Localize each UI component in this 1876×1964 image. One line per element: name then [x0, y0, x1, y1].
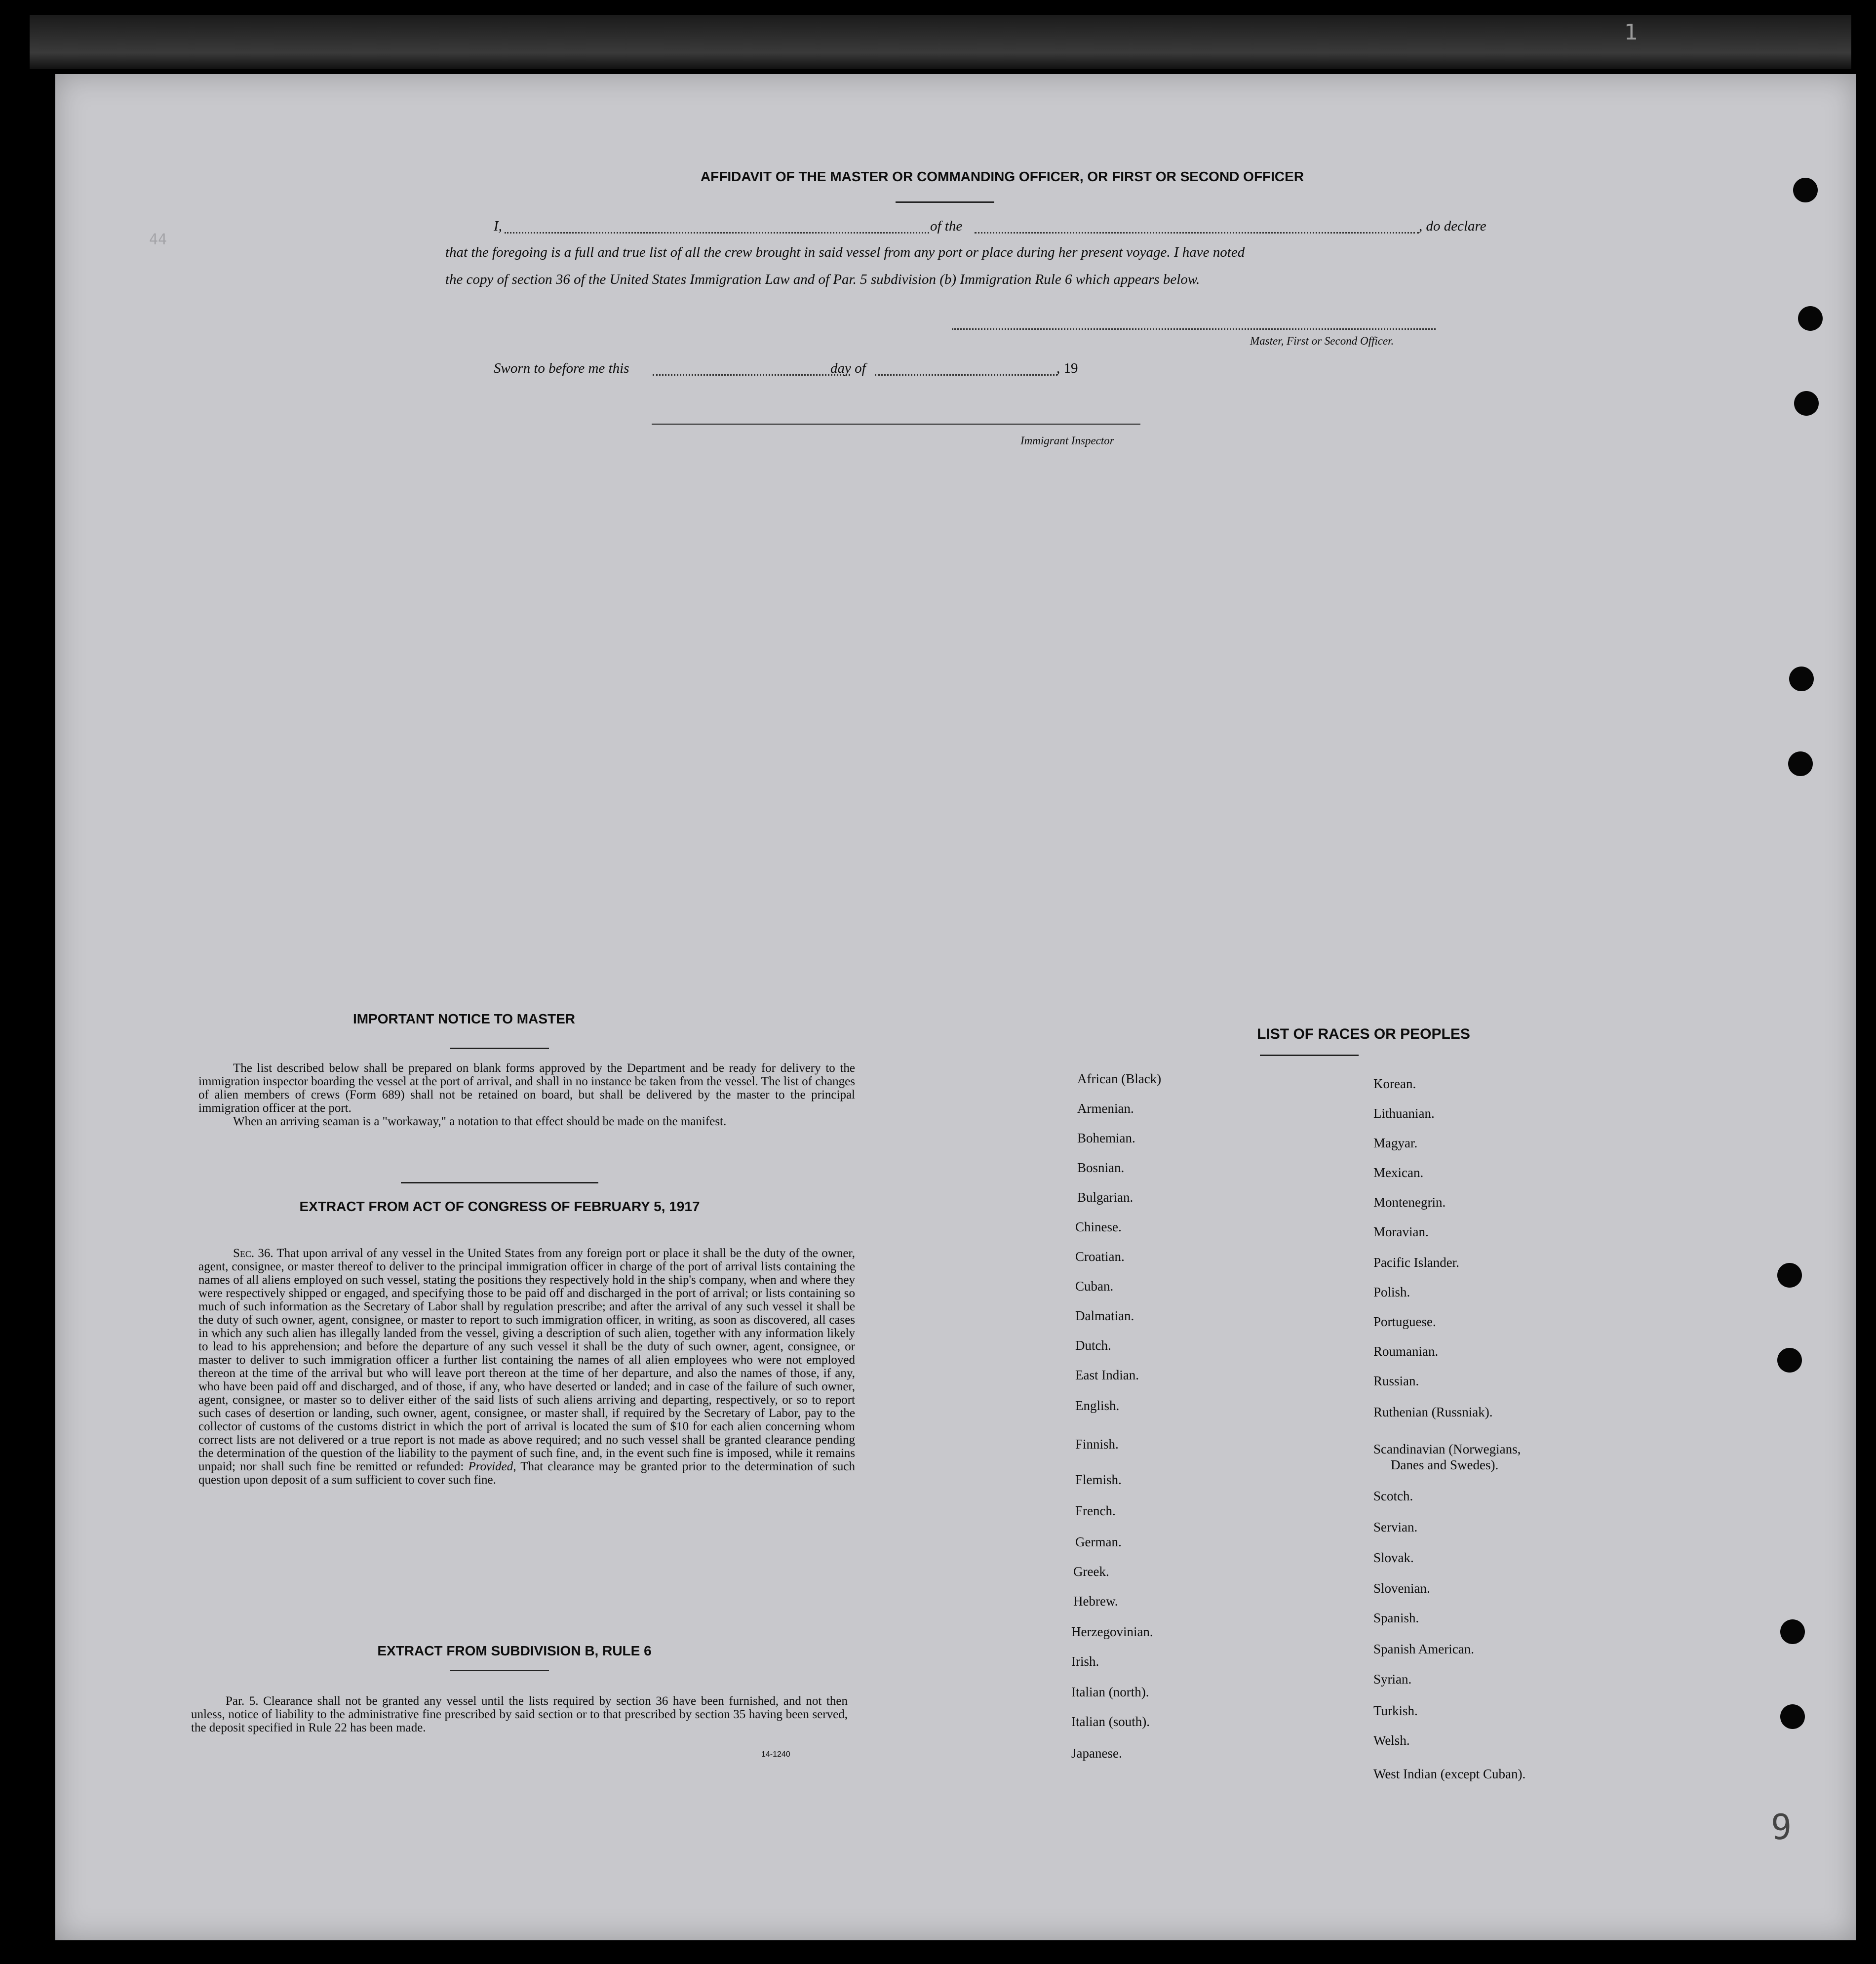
race-item: Japanese.	[1071, 1746, 1122, 1761]
notice-title: IMPORTANT NOTICE TO MASTER	[352, 1011, 576, 1026]
race-item: Spanish American.	[1373, 1642, 1474, 1656]
signature-blank	[952, 328, 1436, 330]
races-title-rule	[1260, 1055, 1359, 1056]
binder-hole	[1780, 1619, 1805, 1644]
race-item: Bulgarian.	[1077, 1190, 1133, 1205]
race-item: Turkish.	[1373, 1703, 1418, 1718]
binder-hole	[1777, 1263, 1802, 1288]
act-text: That upon arrival of any vessel in the United States from any foreign port or place it shall be the duty of the owner, agent, consignee, or master thereof to deliver to the principal immigration officer in charge of the port of arrival lists containing the names of all aliens employed on such vessel, stating the positions they respectively hold in the ship's company, when and where they were respectively shipped or engaged, and specifying those to be paid off and discharged in the port of arrival; or lists containing so much of such information as the Secretary of Labor shall by regulation prescribe; and after the arrival of any such vessel it shall be the duty of such owner, agent, consignee, or master to report to such immigration officer, in writing, as soon as discovered, all cases in which any such alien has illegally landed from the vessel, giving a description of such alien, together with any information likely to lead to his apprehension; and before the departure of any such vessel it shall be the duty of such owner, agent, consignee, or master to deliver to such immigration officer a further list containing the names of all alien employees who were not employed thereon at the time of the arrival but who will leave port thereon at the time of her departure, and also the names of those, if any, who have been paid off and discharged, and of those, if any, who have deserted or landed; and in case of the failure of such owner, agent, consignee, or master so to deliver either of the said lists of such aliens arriving and departing, respectively, or so to report such cases of desertion or landing, such owner, agent, consignee, or master shall, if required by the Secretary of Labor, pay to the collector of customs of the customs district in which the port of arrival is located the sum of $10 for each alien concerning whom correct lists are not delivered or a true report is not made as above required; and no such vessel shall be granted clearance pending the determination of the question of the liability to the payment of such fine, and, in the event such fine is imposed, while it remains unpaid; nor shall such fine be remitted or refunded:	[198, 1247, 855, 1473]
act-title: EXTRACT FROM ACT OF CONGRESS OF FEBRUARY 5, 1917	[299, 1199, 700, 1214]
race-item: Magyar.	[1373, 1136, 1418, 1150]
race-item: Spanish.	[1373, 1610, 1419, 1625]
race-item: Mexican.	[1373, 1165, 1424, 1180]
sworn-prefix: Sworn to before me this	[494, 360, 629, 376]
affidavit-line1-declare: , do declare	[1419, 218, 1486, 234]
race-item: Armenian.	[1077, 1101, 1134, 1116]
race-item: Hebrew.	[1073, 1594, 1118, 1609]
race-item: Herzegovinian.	[1071, 1624, 1153, 1639]
top-right-mark: 1	[1624, 20, 1638, 45]
race-item: English.	[1075, 1398, 1120, 1413]
sworn-month-blank	[875, 374, 1057, 376]
act-sec-label: Sec. 36.	[233, 1247, 274, 1260]
binder-hole	[1793, 178, 1818, 202]
notice-paragraph-1: The list described below shall be prepared on blank forms approved by the Department and be ready for delivery to the immigration inspector boarding the vessel at the port of arrival, and shall in no instance be taken from the vessel. The list of changes of alien members of crews (Form 689) shall not be retained on board, but shall be delivered by the master to the principal immigration officer at the port.	[198, 1061, 855, 1115]
race-item: Cuban.	[1075, 1279, 1114, 1294]
race-item: Scandinavian (Norwegians,	[1373, 1442, 1521, 1456]
rule-title: EXTRACT FROM SUBDIVISION B, RULE 6	[377, 1643, 652, 1658]
rule-body	[191, 1694, 848, 1734]
race-item: Slovenian.	[1373, 1581, 1430, 1596]
race-item: French.	[1075, 1503, 1116, 1518]
top-scan-strip	[30, 15, 1851, 69]
inspector-label: Immigrant Inspector	[1020, 434, 1114, 447]
signature-label: Master, First or Second Officer.	[1250, 335, 1394, 347]
notice-paragraph-2: When an arriving seaman is a "workaway," a notation to that effect should be made on the manifest.	[233, 1115, 727, 1128]
race-item: Italian (south).	[1071, 1714, 1150, 1729]
race-item: Montenegrin.	[1373, 1195, 1446, 1210]
binder-hole	[1798, 306, 1823, 331]
race-item: Lithuanian.	[1373, 1106, 1435, 1121]
race-item: Korean.	[1373, 1076, 1416, 1091]
race-item: Bosnian.	[1077, 1160, 1125, 1175]
affidavit-line1-i: I,	[494, 218, 502, 234]
race-item: Ruthenian (Russniak).	[1373, 1405, 1493, 1419]
race-item: Servian.	[1373, 1520, 1418, 1534]
rule-paragraph: Par. 5. Clearance shall not be granted any vessel until the lists required by section 36 have been furnished, and not then unless, notice of liability to the administrative fine prescribed by said section or to that prescribed by section 35 having been served, the deposit specified in Rule 22 has been made.	[191, 1694, 848, 1734]
inspector-blank	[652, 424, 1140, 425]
sworn-day-blank	[653, 374, 850, 376]
race-item: Bohemian.	[1077, 1131, 1135, 1145]
race-item: Welsh.	[1373, 1733, 1410, 1748]
race-item: Portuguese.	[1373, 1314, 1436, 1329]
race-item: Chinese.	[1075, 1219, 1122, 1234]
affidavit-line2: that the foregoing is a full and true list of all the crew brought in said vessel from any port or place during her present voyage. I have noted	[445, 244, 1245, 260]
race-item: Roumanian.	[1373, 1344, 1439, 1359]
notice-body	[198, 1061, 855, 1128]
vessel-blank	[975, 232, 1419, 234]
rule-title-rule	[450, 1670, 549, 1671]
race-item: Slovak.	[1373, 1550, 1414, 1565]
race-item: Danes and Swedes).	[1391, 1457, 1499, 1472]
bottom-right-mark: 9	[1771, 1807, 1792, 1847]
affidavit-line1-of-the: of the	[930, 218, 963, 234]
race-item: Polish.	[1373, 1285, 1410, 1299]
race-item: Pacific Islander.	[1373, 1255, 1459, 1270]
race-item: Russian.	[1373, 1374, 1419, 1388]
form-number: 14-1240	[761, 1750, 790, 1759]
race-item: Croatian.	[1075, 1249, 1125, 1264]
race-item: German.	[1075, 1534, 1122, 1549]
left-margin-mark: 44	[149, 231, 167, 248]
affidavit-line3: the copy of section 36 of the United States Immigration Law and of Par. 5 subdivision (b) Immigration Rule 6 which appears below.	[445, 272, 1200, 287]
race-item: Irish.	[1071, 1654, 1099, 1669]
race-item: Flemish.	[1075, 1472, 1122, 1487]
name-blank	[505, 232, 929, 234]
race-item: Dalmatian.	[1075, 1308, 1134, 1323]
act-top-rule	[401, 1182, 598, 1183]
race-item: Italian (north).	[1071, 1685, 1149, 1699]
race-item: Scotch.	[1373, 1489, 1413, 1503]
race-item: Greek.	[1073, 1564, 1109, 1579]
notice-title-rule	[450, 1048, 549, 1049]
race-item: Moravian.	[1373, 1224, 1429, 1239]
binder-hole	[1788, 751, 1813, 776]
form-page	[55, 74, 1856, 1940]
binder-hole	[1789, 667, 1814, 691]
affidavit-title: AFFIDAVIT OF THE MASTER OR COMMANDING OFFICER, OR FIRST OR SECOND OFFICER	[700, 169, 1304, 184]
race-item: Dutch.	[1075, 1338, 1111, 1353]
race-item: Finnish.	[1075, 1437, 1119, 1452]
affidavit-title-rule	[896, 201, 994, 203]
race-item: West Indian (except Cuban).	[1373, 1767, 1526, 1781]
races-title: LIST OF RACES OR PEOPLES	[1257, 1026, 1470, 1042]
act-tail: That clearance may be granted prior to the determination of such question upon deposit of a sum sufficient to cover such fine.	[198, 1460, 856, 1487]
binder-hole	[1780, 1704, 1805, 1729]
race-item: African (Black)	[1077, 1071, 1162, 1086]
sworn-year: , 19	[1056, 360, 1078, 376]
act-body	[198, 1247, 855, 1487]
act-provided: Provided,	[468, 1460, 516, 1473]
sworn-day-of: day of	[830, 360, 866, 376]
binder-hole	[1777, 1348, 1802, 1373]
binder-hole	[1794, 391, 1819, 416]
race-item: East Indian.	[1075, 1368, 1139, 1382]
race-item: Syrian.	[1373, 1672, 1412, 1687]
